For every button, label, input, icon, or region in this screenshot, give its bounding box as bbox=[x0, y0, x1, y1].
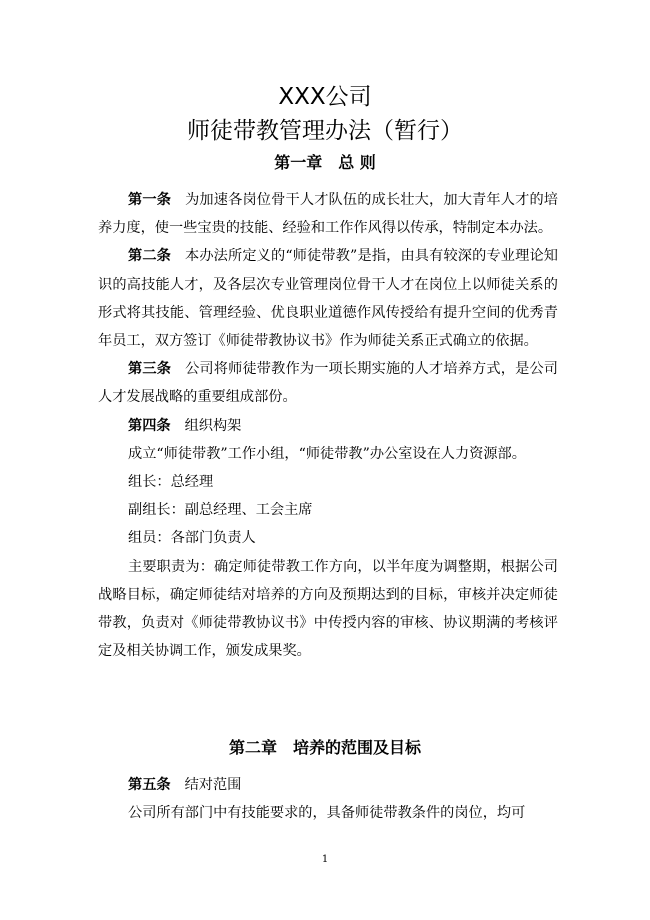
document-title: 师徒带教管理办法（暂行） bbox=[187, 118, 463, 144]
chapter-2-body bbox=[98, 771, 558, 827]
article-5-label: 第五条 bbox=[128, 777, 171, 793]
chapter-2-heading: 第二章 培养的范围及目标 bbox=[228, 738, 421, 757]
article-3-label: 第三条 bbox=[128, 361, 172, 378]
article-4-line-3: 副组长：副总经理、工会主席 bbox=[128, 502, 313, 519]
article-5 bbox=[98, 771, 558, 799]
page-number: 1 bbox=[321, 854, 329, 865]
article-5-line-1: 公司所有部门中有技能要求的，具备师徒带教条件的岗位，均可 bbox=[128, 805, 526, 822]
article-4 bbox=[98, 412, 558, 440]
article-4-line-4: 组员：各部门负责人 bbox=[128, 530, 256, 547]
article-2-text: 本办法所定义的“师徒带教”是指，由具有较深的专业理论知识的高技能人才，及各层次专业管理岗位骨干人才在岗位上以师徒关系的形式将其技能、管理经验、优良职业道德作风传授给有提升空间的优秀青年员工，双方签订《师徒带教协议书》作为师徒关系正式确立的依据。 bbox=[98, 248, 558, 350]
chapter-1-body bbox=[98, 186, 558, 665]
chapter-1-heading: 第一章 总 则 bbox=[274, 153, 376, 172]
article-4-line-2: 组长：总经理 bbox=[128, 474, 214, 491]
article-1-label: 第一条 bbox=[128, 192, 172, 208]
article-2-label: 第二条 bbox=[128, 248, 171, 265]
article-1 bbox=[98, 186, 558, 242]
article-4-duties: 主要职责为：确定师徒带教工作方向，以半年度为调整期，根据公司战略目标，确定师徒结对培养的方向及预期达到的目标，审核并决定师徒带教，负责对《师徒带教协议书》中传授内容的审核、协议期满的考核评定及相关协调工作，颁发成果奖。 bbox=[98, 558, 558, 660]
article-3-text: 公司将师徒带教作为一项长期实施的人才培养方式，是公司人才发展战略的重要组成部份。 bbox=[98, 361, 558, 406]
article-4-line-1: 成立“师徒带教”工作小组，“师徒带教”办公室设在人力资源部。 bbox=[128, 445, 526, 462]
article-2 bbox=[98, 242, 558, 355]
company-name: XXX公司 bbox=[278, 84, 372, 110]
article-3 bbox=[98, 355, 558, 411]
article-4-text: 组织构架 bbox=[184, 417, 242, 434]
article-4-label: 第四条 bbox=[128, 417, 171, 434]
article-5-text: 结对范围 bbox=[184, 777, 242, 793]
article-1-text: 为加速各岗位骨干人才队伍的成长壮大，加大青年人才的培养力度，使一些宝贵的技能、经验和工作作风得以传承，特制定本办法。 bbox=[98, 192, 558, 237]
